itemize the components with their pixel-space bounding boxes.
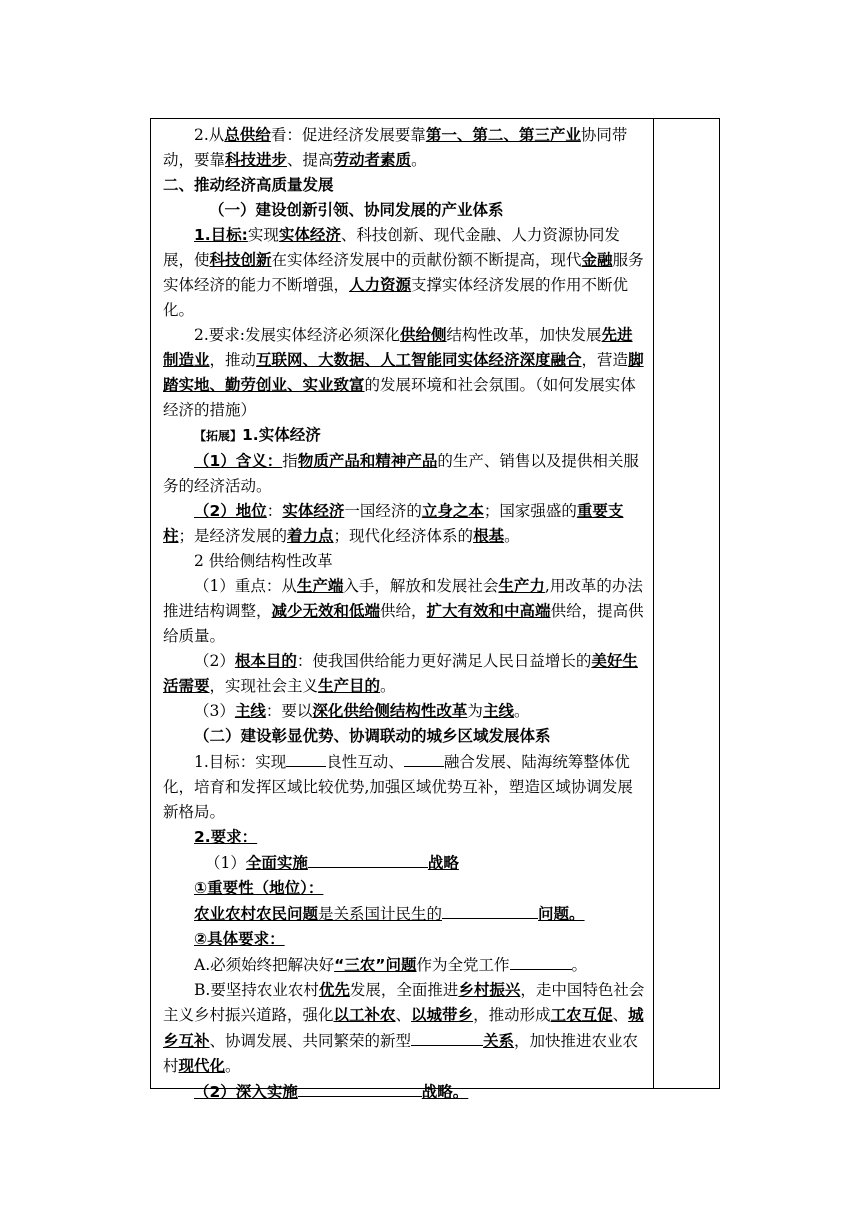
- importance-line: [163, 901, 647, 927]
- text: 支撑实体经济发展的作用不断优化。: [163, 276, 629, 319]
- strategy1-line: [163, 850, 647, 876]
- text: A.必须始终把解决好: [194, 956, 335, 974]
- keyword: 根本目的: [234, 652, 297, 670]
- keyword: 战略: [427, 854, 459, 872]
- keyword: 重要支柱: [163, 502, 624, 545]
- meaning-paragraph: [163, 449, 647, 499]
- req2-heading: [163, 825, 647, 850]
- keyword: 扩大有效和中高端: [426, 602, 551, 620]
- part2-heading: 二、推动经济高质量发展: [163, 176, 334, 194]
- text: ；国家强盛的: [483, 502, 577, 520]
- keyword: 现代化: [178, 1057, 226, 1075]
- itemA-paragraph: [163, 952, 647, 978]
- keyword: 全面实施: [245, 854, 308, 872]
- text: 结构性改革，加快发展: [446, 326, 602, 344]
- text: 2.从: [194, 126, 225, 144]
- reform-heading: 2 供给侧结构性改革: [194, 552, 333, 570]
- text: ，推动形成: [473, 1006, 551, 1024]
- expand-title: 1.实体经济: [242, 426, 321, 444]
- keyword: 城乡互补: [163, 1006, 644, 1050]
- focus-paragraph: [163, 574, 647, 649]
- keyword: “三农”问题: [334, 956, 417, 974]
- keyword: 减少无效和低端: [271, 602, 381, 620]
- keyword: 供给侧: [400, 326, 447, 344]
- text: 2.要求:发展实体经济必须深化: [194, 326, 401, 344]
- keyword: 第一、第二、第三产业: [425, 126, 581, 144]
- itemB-paragraph: [163, 978, 647, 1079]
- text: （1）重点：从: [194, 577, 297, 595]
- text: 供给，提高供给质量。: [163, 602, 644, 645]
- text: 。: [504, 527, 520, 545]
- text: 在实体经济发展中的贡献份额不断提高，现代: [271, 251, 582, 269]
- text: 1.目标：实现: [194, 753, 287, 771]
- fill-blank: [286, 749, 326, 767]
- section1-heading: （一）建设创新引领、协同发展的产业体系: [209, 201, 504, 219]
- text: 、: [612, 1006, 629, 1024]
- keyword: 脚踏实地、勤劳创业、实业致富: [163, 351, 644, 394]
- strategy2-line: [163, 1079, 647, 1105]
- text: 看：促进经济发展要靠: [270, 126, 426, 144]
- keyword: 着力点: [287, 527, 334, 545]
- goal-paragraph: [163, 223, 647, 323]
- text: 、科技创新、现代金融、人力资源协同发展，使: [163, 226, 620, 269]
- text: ，营造: [581, 351, 629, 369]
- text: 的发展环境和社会氛围。（如何发展实体经济的措施）: [163, 376, 636, 419]
- text: ，走中国特色社会主义乡村振兴道路，强化: [163, 981, 645, 1024]
- label: ②具体要求：: [194, 930, 285, 948]
- text: ,用改革的办法推进结构调整，: [163, 577, 643, 620]
- label: （2）地位: [194, 502, 267, 520]
- text: 协同带动，要靠: [163, 126, 628, 169]
- text: 、提高: [287, 151, 334, 169]
- supply-paragraph: [163, 123, 647, 173]
- text: 一国经济的: [344, 502, 422, 520]
- text: ，实现社会主义: [209, 677, 319, 695]
- text: 。: [380, 677, 396, 695]
- keyword: 总供给: [224, 126, 271, 144]
- purpose-paragraph: [163, 649, 647, 699]
- label: （1）含义：: [194, 452, 283, 470]
- keyword: 人力资源: [349, 276, 412, 294]
- specific-heading: [163, 927, 647, 952]
- keyword: 科技创新: [209, 251, 272, 269]
- text: ：: [266, 502, 283, 520]
- keyword: 战略。: [421, 1083, 469, 1101]
- keyword: 根基: [473, 527, 505, 545]
- label: 2.要求：: [194, 828, 258, 846]
- keyword: （2）深入实施: [194, 1083, 298, 1101]
- keyword: 互联网、大数据、人工智能同实体经济深度融合: [256, 351, 582, 369]
- text: 供给，: [380, 602, 427, 620]
- text: B.要坚持农业农村: [194, 981, 319, 999]
- keyword: 以工补农: [333, 1006, 396, 1024]
- text: 融合发展、陆海统筹整体优化，培育和发挥区域比较优势,加强区域优势互补，塑造区域协调发展新格局。: [163, 753, 633, 821]
- fill-blank: [411, 1028, 483, 1046]
- fill-blank: [404, 749, 444, 767]
- table-frame: [150, 118, 720, 1101]
- section2-heading: （二）建设彰显优势、协调联动的城乡区域发展体系: [194, 727, 551, 745]
- keyword: 关系: [483, 1032, 515, 1050]
- expand-tag: 【拓展】: [194, 429, 243, 443]
- fill-blank: [442, 901, 538, 919]
- text: ；现代化经济体系的: [333, 527, 474, 545]
- text: 实现: [247, 226, 279, 244]
- text: ：要以: [265, 702, 313, 720]
- label: ①重要性（地位）：: [194, 879, 324, 897]
- mainline-paragraph: [163, 699, 647, 724]
- fill-blank: [298, 1079, 422, 1097]
- importance-heading: [163, 876, 647, 901]
- keyword: 生产力: [498, 577, 545, 595]
- keyword: 农业农村农民问题: [194, 905, 319, 923]
- keyword: 生产目的: [318, 677, 381, 695]
- text: 为: [467, 702, 483, 720]
- keyword: 工农互促: [550, 1006, 613, 1024]
- text: 。: [411, 151, 427, 169]
- keyword: 深化供给侧结构性改革: [312, 702, 468, 720]
- text: 的生产、销售以及提供相关服务的经济活动。: [163, 452, 639, 495]
- text: ，推动: [209, 351, 257, 369]
- text: 作为全党工作: [416, 956, 510, 974]
- goal2-paragraph: [163, 749, 647, 825]
- keyword: 先进制造业: [163, 326, 633, 369]
- keyword: 实体经济: [282, 502, 345, 520]
- fill-blank: [308, 850, 428, 868]
- text: 、协调发展、共同繁荣的新型: [209, 1032, 412, 1050]
- text: 。: [571, 956, 588, 974]
- text: 入手，解放和发展社会: [343, 577, 499, 595]
- keyword: 劳动者素质: [333, 151, 412, 169]
- text: ：使我国供给能力更好满足人民日益增长的: [296, 652, 592, 670]
- keyword: 优先: [318, 981, 350, 999]
- text: ，加快推进农业农村: [163, 1032, 639, 1075]
- text: 。: [225, 1057, 241, 1075]
- keyword: 问题。: [538, 905, 585, 923]
- content-cell: [163, 123, 647, 1105]
- fill-blank: [510, 952, 572, 970]
- text: ；是经济发展的: [178, 527, 288, 545]
- keyword: 立身之本: [421, 502, 484, 520]
- keyword: 主线: [482, 702, 514, 720]
- keyword: 美好生活需要: [163, 652, 638, 695]
- keyword: 物质产品和精神产品: [297, 452, 438, 470]
- text: 良性互动、: [326, 753, 404, 771]
- text: 指: [282, 452, 298, 470]
- requirement-paragraph: [163, 323, 647, 423]
- text: （2）: [194, 652, 235, 670]
- keyword: 实体经济: [278, 226, 341, 244]
- keyword: 科技进步: [225, 151, 288, 169]
- expand-heading: [163, 423, 647, 449]
- text: 服务实体经济的能力不断增强，: [163, 251, 644, 294]
- text: 、: [395, 1006, 412, 1024]
- keyword: 主线: [234, 702, 266, 720]
- keyword: 乡村振兴: [458, 981, 521, 999]
- status-paragraph: [163, 499, 647, 549]
- keyword: 以城带乡: [411, 1006, 474, 1024]
- text: 是关系国计民生的: [318, 905, 443, 923]
- text: 发展，全面推进: [349, 981, 459, 999]
- keyword: 生产端: [296, 577, 344, 595]
- column-divider: [653, 119, 654, 1088]
- text: 。: [513, 702, 530, 720]
- text: （1）: [205, 854, 246, 872]
- text: （3）: [194, 702, 235, 720]
- label: 1.目标:: [194, 226, 248, 244]
- keyword: 金融: [581, 251, 613, 269]
